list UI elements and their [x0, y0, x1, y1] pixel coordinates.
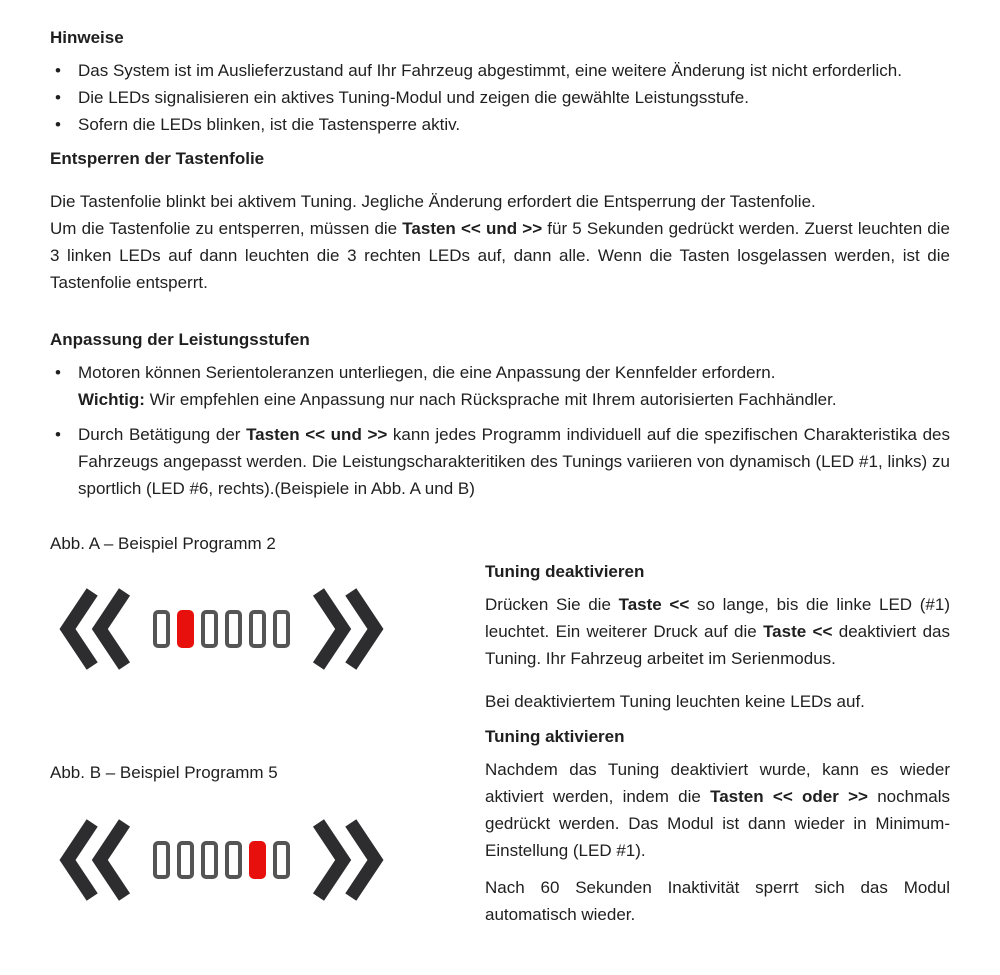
paragraph-text: Um die Tastenfolie zu entsperren, müssen die: [50, 219, 403, 238]
led-2-active: [177, 610, 194, 648]
list-item-text: Sofern die LEDs blinken, ist die Tastensperre aktiv.: [78, 115, 461, 134]
paragraph-text: für 5 Sekunden gedrückt werden. Zuerst leuchten die 3 linken LEDs auf dann leuchten die 3 rechten LEDs auf, dann alle. Wenn die Tasten losgelassen werden, ist die Tastenfolie entsperrt.: [50, 219, 950, 292]
paragraph-text: nochmals gedrückt werden. Das Modul ist dann wieder in Minimum-Einstellung (LED #1).: [485, 787, 950, 860]
bold-emphasis: Tasten << oder >>: [710, 787, 868, 806]
led-1: [153, 610, 170, 648]
list-item: [50, 421, 950, 502]
led-4: [225, 841, 242, 879]
list-item-text: kann jedes Programm individuell auf die spezifischen Charakteristika des Fahrzeugs angepasst werden. Die Leistungscharakteritiken des Tunings variieren von dynamisch (LED #1, links) zu sportlich (LED #6, rechts).(Beispiele in Abb. A und B): [78, 425, 950, 498]
led-1: [153, 841, 170, 879]
figure-b-graphic: [58, 816, 485, 904]
list-item: [50, 57, 950, 84]
double-chevron-right-icon: [309, 817, 385, 903]
bullet-marker: •: [55, 88, 61, 107]
bold-emphasis: Taste <<: [763, 622, 833, 641]
list-item: [50, 84, 950, 111]
list-item-text: Wir empfehlen eine Anpassung nur nach Rücksprache mit Ihrem autorisierten Fachhändler.: [144, 390, 837, 409]
double-chevron-left-icon: [58, 586, 134, 672]
led-2: [177, 841, 194, 879]
bold-emphasis: Tasten << und >>: [246, 425, 388, 444]
hinweise-list: [50, 57, 950, 138]
section-title-entsperren: Entsperren der Tastenfolie: [50, 149, 265, 168]
bold-emphasis: Wichtig:: [78, 390, 145, 409]
section-title-aktivieren: Tuning aktivieren: [485, 727, 625, 746]
figures-and-instructions: [50, 530, 950, 928]
led-strip-fig-a: [153, 610, 290, 648]
led-5-active: [249, 841, 266, 879]
bullet-marker: •: [55, 425, 61, 444]
section-title-anpassung: Anpassung der Leistungsstufen: [50, 330, 310, 349]
section-title-hinweise: Hinweise: [50, 28, 124, 47]
paragraph-text: deaktiviert das Tuning. Ihr Fahrzeug arbeitet im Serienmodus.: [485, 622, 950, 668]
section-entsperren: [50, 145, 950, 296]
figure-a-label: Abb. A – Beispiel Programm 2: [50, 534, 276, 553]
led-6: [273, 610, 290, 648]
section-hinweise: [50, 24, 950, 138]
led-strip-fig-b: [153, 841, 290, 879]
deaktivieren-paragraph: [485, 591, 950, 672]
bold-emphasis: Taste <<: [618, 595, 690, 614]
paragraph-text: Nachdem das Tuning deaktiviert wurde, kann es wieder aktiviert werden, indem die: [485, 760, 950, 806]
bullet-marker: •: [55, 115, 61, 134]
list-item-text: Durch Betätigung der: [78, 425, 247, 444]
paragraph-text: Die Tastenfolie blinkt bei aktivem Tuning. Jegliche Änderung erfordert die Entsperrung der Tastenfolie.: [50, 192, 816, 211]
list-item-text: Das System ist im Auslieferzustand auf Ihr Fahrzeug abgestimmt, eine weitere Änderung ist nicht erforderlich.: [78, 61, 902, 80]
led-4: [225, 610, 242, 648]
bold-emphasis: Tasten << und >>: [402, 219, 543, 238]
figure-a-graphic: [58, 585, 485, 673]
list-item-text: Die LEDs signalisieren ein aktives Tuning-Modul und zeigen die gewählte Leistungsstufe.: [78, 88, 749, 107]
aktivieren-note: Nach 60 Sekunden Inaktivität sperrt sich das Modul automatisch wieder.: [485, 878, 950, 924]
double-chevron-left-icon: [58, 817, 134, 903]
anpassung-list: [50, 359, 950, 502]
paragraph-text: so lange, bis die linke LED (#1) leuchtet. Ein weiterer Druck auf die: [485, 595, 950, 641]
double-chevron-right-icon: [309, 586, 385, 672]
section-anpassung: [50, 326, 950, 502]
list-item: [50, 111, 950, 138]
section-title-deaktivieren: Tuning deaktivieren: [485, 562, 645, 581]
led-3: [201, 610, 218, 648]
entsperren-paragraph: [50, 188, 950, 296]
paragraph-text: Drücken Sie die: [485, 595, 619, 614]
list-item-text: Motoren können Serientoleranzen unterliegen, die eine Anpassung der Kennfelder erfordern.: [78, 363, 776, 382]
instructions-column: [485, 530, 950, 928]
bullet-marker: •: [55, 363, 61, 382]
deaktivieren-note: Bei deaktiviertem Tuning leuchten keine LEDs auf.: [485, 692, 865, 711]
list-item: [50, 359, 950, 413]
figure-b-label: Abb. B – Beispiel Programm 5: [50, 763, 278, 782]
aktivieren-paragraph: [485, 756, 950, 864]
led-5: [249, 610, 266, 648]
led-3: [201, 841, 218, 879]
bullet-marker: •: [55, 61, 61, 80]
led-6: [273, 841, 290, 879]
figures-column: [50, 530, 485, 928]
